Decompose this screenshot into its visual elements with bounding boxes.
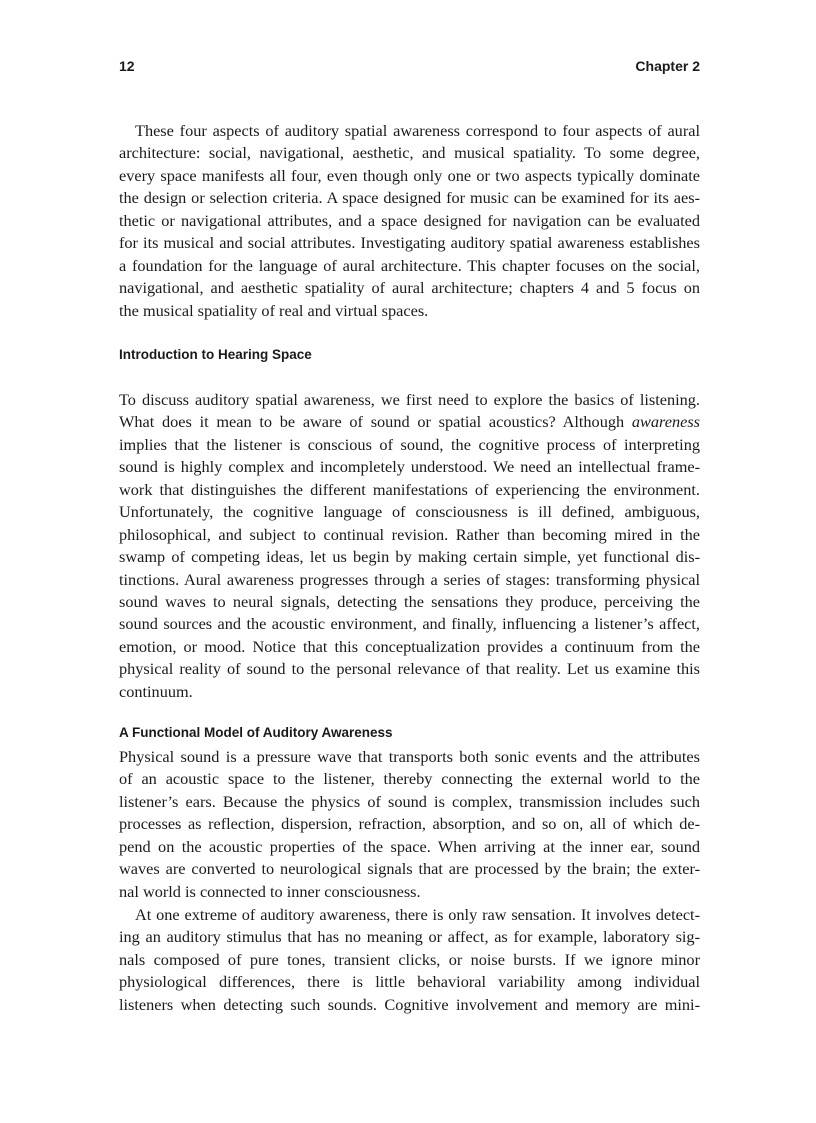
- text-line: listeners when detecting such sounds. Cognitive involvement and memory are mini-: [119, 994, 700, 1014]
- text-line: philosophical, and subject to continual revision. Rather than becoming mired in the: [119, 524, 700, 544]
- text-line: work that distinguishes the different manifestations of experiencing the environment.: [119, 479, 700, 499]
- text-line-part: What does it mean to be aware of sound or spatial acoustics? Although: [119, 412, 625, 432]
- text-line: emotion, or mood. Notice that this conceptualization provides a continuum from the: [119, 636, 700, 656]
- text-line: for its musical and social attributes. Investigating auditory spatial awareness establishes: [119, 233, 700, 253]
- paragraph-4: [119, 904, 700, 1016]
- text-line: the design or selection criteria. A space designed for music can be examined for its aes-: [119, 188, 700, 208]
- text-line: listener’s ears. Because the physics of sound is complex, transmission includes such: [119, 791, 700, 811]
- text-line: pend on the acoustic properties of the space. When arriving at the inner ear, sound: [119, 836, 700, 856]
- text-line: nal world is connected to inner consciousness.: [119, 881, 421, 901]
- paragraph-2: [119, 389, 700, 703]
- text-line: every space manifests all four, even though only one or two aspects typically dominate: [119, 165, 700, 185]
- text-line: waves are converted to neurological signals that are processed by the brain; the exter-: [119, 859, 700, 879]
- text-line: architecture: social, navigational, aesthetic, and musical spatiality. To some degree,: [119, 143, 700, 163]
- paragraph-1: [119, 120, 700, 322]
- section-heading-introduction: Introduction to Hearing Space: [119, 347, 312, 362]
- text-line: tinctions. Aural awareness progresses through a series of stages: transforming physical: [119, 569, 700, 589]
- section-heading-functional-model: A Functional Model of Auditory Awareness: [119, 725, 393, 740]
- running-header-chapter: Chapter 2: [635, 58, 700, 74]
- text-line: thetic or navigational attributes, and a space designed for navigation can be evaluated: [119, 210, 700, 230]
- italic-term: awareness: [631, 412, 700, 432]
- page-number: 12: [119, 58, 135, 74]
- text-line: of an acoustic space to the listener, thereby connecting the external world to the: [119, 769, 700, 789]
- text-line: swamp of competing ideas, let us begin by making certain simple, yet functional dis-: [119, 547, 700, 567]
- text-line: implies that the listener is conscious of sound, the cognitive process of interpreting: [119, 434, 700, 454]
- text-line: sound sources and the acoustic environment, and finally, influencing a listener’s affect,: [119, 614, 700, 634]
- text-line: ing an auditory stimulus that has no meaning or affect, as for example, laboratory sig-: [119, 927, 700, 947]
- text-line: [119, 411, 700, 433]
- text-line: At one extreme of auditory awareness, there is only raw sensation. It involves detect-: [135, 905, 700, 924]
- text-line: sound waves to neural signals, detecting the sensations they produce, perceiving the: [119, 591, 700, 611]
- paragraph-3: [119, 746, 700, 903]
- text-line: physiological differences, there is little behavioral variability among individual: [119, 972, 700, 992]
- text-line: To discuss auditory spatial awareness, we first need to explore the basics of listening.: [119, 390, 700, 409]
- text-line: a foundation for the language of aural architecture. This chapter focuses on the social,: [119, 255, 700, 275]
- text-line: navigational, and aesthetic spatiality of aural architecture; chapters 4 and 5 focus on: [119, 278, 700, 298]
- text-line: sound is highly complex and incompletely understood. We need an intellectual frame-: [119, 457, 700, 477]
- text-line: processes as reflection, dispersion, refraction, absorption, and so on, all of which de-: [119, 814, 700, 834]
- text-line: These four aspects of auditory spatial awareness correspond to four aspects of aural: [135, 121, 700, 140]
- text-line: physical reality of sound to the personal relevance of that reality. Let us examine this: [119, 659, 700, 679]
- text-line: nals composed of pure tones, transient clicks, or noise bursts. If we ignore minor: [119, 949, 700, 969]
- text-line: continuum.: [119, 681, 193, 701]
- text-line: Physical sound is a pressure wave that transports both sonic events and the attributes: [119, 747, 700, 766]
- text-line: the musical spatiality of real and virtual spaces.: [119, 300, 429, 320]
- text-line: Unfortunately, the cognitive language of consciousness is ill defined, ambiguous,: [119, 502, 700, 522]
